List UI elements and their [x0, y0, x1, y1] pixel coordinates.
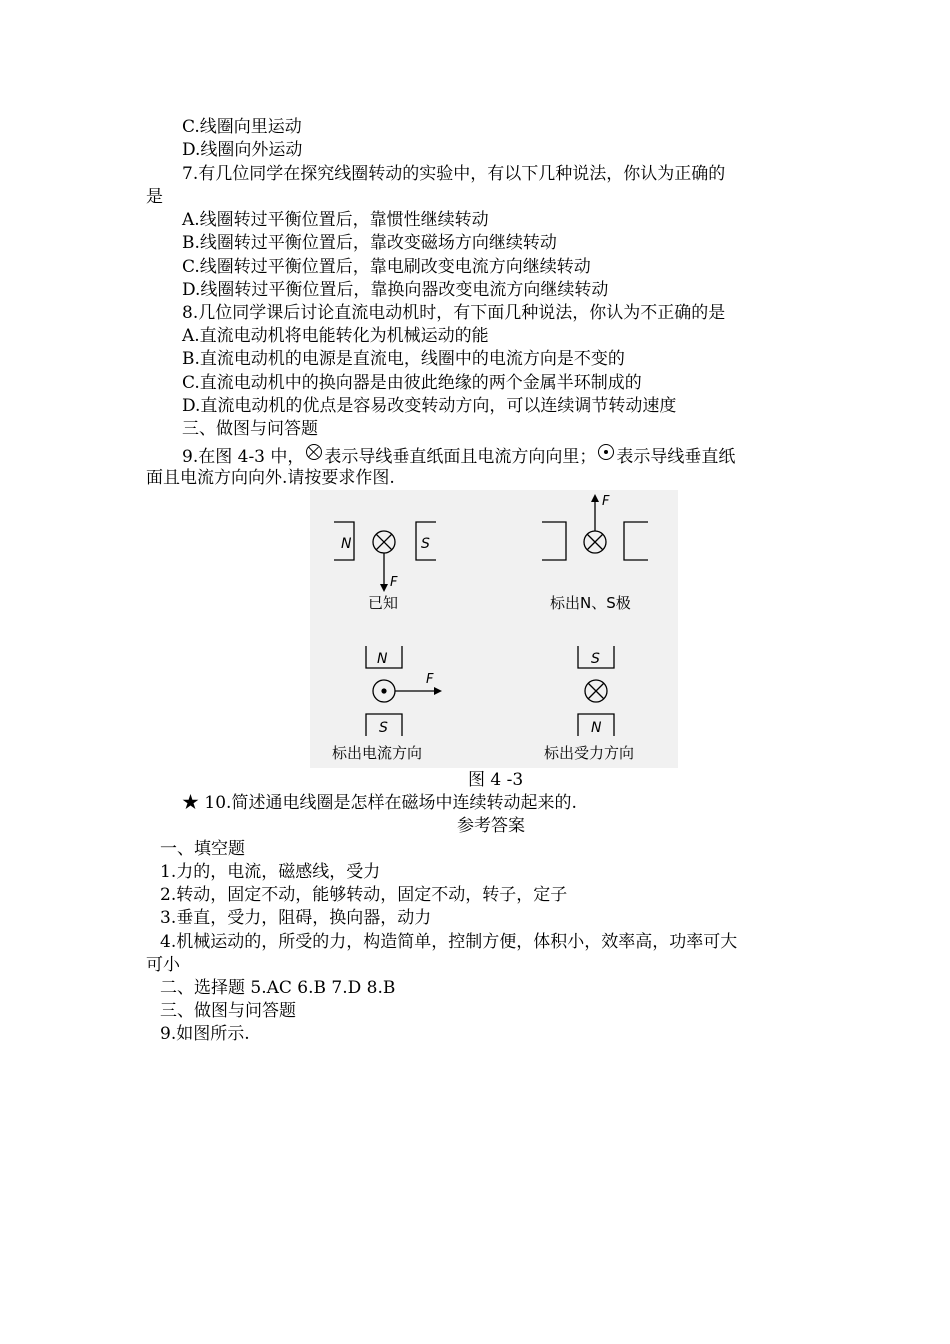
- force-label: F: [602, 494, 610, 509]
- q9-text-c: 表示导线垂直纸: [616, 447, 736, 467]
- answer-1: 1.力的，电流，磁感线，受力: [160, 862, 381, 882]
- answer-section-2: 二、选择题 5.AC 6.B 7.D 8.B: [160, 978, 396, 998]
- answer-section-3: 三、做图与问答题: [160, 1001, 296, 1021]
- answer-4-cont: 可小: [146, 955, 180, 975]
- answer-3: 3.垂直，受力，阻碍，换向器，动力: [160, 908, 432, 928]
- question-7-cont: 是: [146, 187, 163, 207]
- pole-label-s: S: [591, 651, 600, 667]
- pole-label-n: N: [377, 651, 388, 667]
- dot-mark: [381, 688, 386, 693]
- q9-text-b: 表示导线垂直纸面且电流方向向里；: [324, 447, 597, 467]
- cross-mark: [376, 534, 392, 550]
- q7-option-b: B.线圈转过平衡位置后，靠改变磁场方向继续转动: [182, 233, 557, 253]
- section-3-heading: 三、做图与问答题: [182, 419, 318, 439]
- question-9: [182, 444, 735, 468]
- answer-section-1: 一、填空题: [160, 839, 245, 859]
- current-out-of-page-icon: [598, 444, 614, 460]
- panel-mark-poles: [542, 494, 648, 612]
- answer-4: 4.机械运动的，所受的力，构造简单，控制方便，体积小，效率高，功率可大: [160, 932, 738, 952]
- panel-label-mark-force: 标出受力方向: [544, 744, 635, 762]
- cross-mark: [587, 534, 603, 550]
- question-7: 7.有几位同学在探究线圈转动的实验中，有以下几种说法，你认为正确的: [182, 164, 726, 184]
- question-10: ★ 10.简述通电线圈是怎样在磁场中连续转动起来的.: [182, 793, 577, 813]
- current-into-page-icon: [306, 444, 322, 460]
- q8-option-a: A.直流电动机将电能转化为机械运动的能: [182, 326, 489, 346]
- q8-option-b: B.直流电动机的电源是直流电，线圈中的电流方向是不变的: [182, 349, 625, 369]
- pole-label-s: S: [421, 536, 430, 552]
- magnet-pole-left: [542, 522, 566, 560]
- answer-2: 2.转动，固定不动，能够转动，固定不动，转子，定子: [160, 885, 568, 905]
- panel-label-mark-poles: 标出N、S极: [550, 594, 631, 612]
- question-8: 8.几位同学课后讨论直流电动机时，有下面几种说法，你认为不正确的是: [182, 303, 726, 323]
- force-label: F: [390, 575, 398, 590]
- cross-mark: [588, 683, 604, 699]
- q7-option-d: D.线圈转过平衡位置后，靠换向器改变电流方向继续转动: [182, 280, 609, 300]
- pole-label-n: N: [591, 720, 602, 736]
- answer-9: 9.如图所示.: [160, 1024, 250, 1044]
- panel-label-mark-current: 标出电流方向: [332, 744, 423, 762]
- panel-known: [334, 522, 436, 612]
- q7-option-a: A.线圈转过平衡位置后，靠惯性继续转动: [182, 210, 489, 230]
- pole-label-s: S: [379, 720, 388, 736]
- pole-label-n: N: [341, 536, 352, 552]
- panel-mark-current: [332, 646, 440, 762]
- option-d-outward: D.线圈向外运动: [182, 140, 303, 160]
- q7-option-c: C.线圈转过平衡位置后，靠电刷改变电流方向继续转动: [182, 257, 591, 277]
- q9-text-a: 9.在图 4-3 中，: [182, 447, 305, 467]
- magnet-pole-right: [624, 522, 648, 560]
- answer-title: 参考答案: [457, 816, 525, 836]
- q8-option-d: D.直流电动机的优点是容易改变转动方向，可以连续调节转动速度: [182, 396, 677, 416]
- force-label: F: [426, 672, 434, 687]
- figure-4-3: [310, 490, 678, 768]
- panel-label-known: 已知: [368, 594, 399, 612]
- option-c-inward: C.线圈向里运动: [182, 117, 302, 137]
- question-9-cont: 面且电流方向向外.请按要求作图.: [146, 468, 395, 488]
- figure-caption: 图 4 -3: [468, 770, 524, 790]
- panel-mark-force: [544, 646, 634, 762]
- q8-option-c: C.直流电动机中的换向器是由彼此绝缘的两个金属半环制成的: [182, 373, 642, 393]
